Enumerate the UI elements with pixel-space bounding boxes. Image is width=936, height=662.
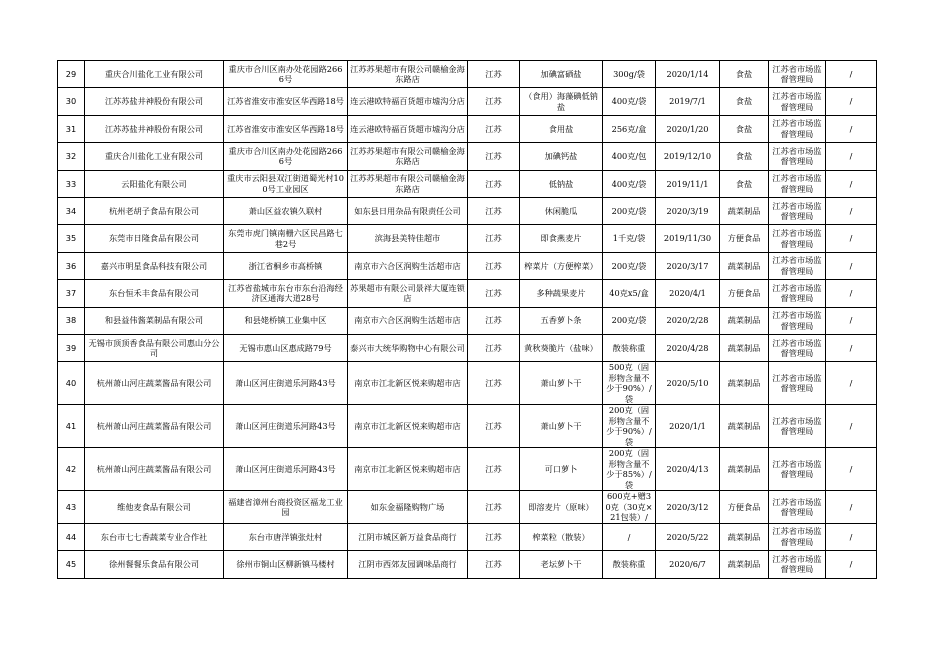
manufacturer-name: 重庆合川盐化工业有限公司 bbox=[85, 61, 224, 88]
remark: / bbox=[826, 491, 877, 524]
row-number: 39 bbox=[58, 334, 85, 361]
remark: / bbox=[826, 143, 877, 170]
food-name: 萧山萝卜干 bbox=[520, 405, 603, 448]
sampled-unit-name: 江苏苏果超市有限公司赣榆金海东路店 bbox=[348, 143, 468, 170]
remark: / bbox=[826, 197, 877, 224]
table-row bbox=[58, 334, 877, 361]
province: 江苏 bbox=[468, 115, 520, 142]
food-category: 食盐 bbox=[720, 88, 769, 115]
issuing-agency: 江苏省市场监督管理局 bbox=[769, 307, 826, 334]
manufacturer-name: 东莞市日隆食品有限公司 bbox=[85, 225, 224, 252]
food-name: 榨菜粒（散装） bbox=[520, 523, 603, 550]
province: 江苏 bbox=[468, 307, 520, 334]
remark: / bbox=[826, 252, 877, 279]
food-name: 低钠盐 bbox=[520, 170, 603, 197]
manufacturer-name: 杭州萧山河庄蔬菜酱品有限公司 bbox=[85, 362, 224, 405]
table-row bbox=[58, 225, 877, 252]
food-category: 蔬菜制品 bbox=[720, 523, 769, 550]
specification: 200克/袋 bbox=[603, 197, 656, 224]
specification: 400克/包 bbox=[603, 143, 656, 170]
manufacturer-address: 浙江省桐乡市高桥镇 bbox=[224, 252, 348, 279]
remark: / bbox=[826, 61, 877, 88]
remark: / bbox=[826, 334, 877, 361]
issuing-agency: 江苏省市场监督管理局 bbox=[769, 523, 826, 550]
production-date: 2020/2/28 bbox=[656, 307, 720, 334]
food-category: 食盐 bbox=[720, 143, 769, 170]
province: 江苏 bbox=[468, 523, 520, 550]
province: 江苏 bbox=[468, 88, 520, 115]
row-number: 35 bbox=[58, 225, 85, 252]
issuing-agency: 江苏省市场监督管理局 bbox=[769, 225, 826, 252]
province: 江苏 bbox=[468, 225, 520, 252]
production-date: 2019/11/1 bbox=[656, 170, 720, 197]
table-row bbox=[58, 307, 877, 334]
issuing-agency: 江苏省市场监督管理局 bbox=[769, 88, 826, 115]
issuing-agency: 江苏省市场监督管理局 bbox=[769, 280, 826, 307]
manufacturer-name: 云阳盐化有限公司 bbox=[85, 170, 224, 197]
food-name: （食用）海藻碘低钠盐 bbox=[520, 88, 603, 115]
province: 江苏 bbox=[468, 362, 520, 405]
manufacturer-name: 重庆合川盐化工业有限公司 bbox=[85, 143, 224, 170]
specification: 500克（固形物含量不少于90%）/袋 bbox=[603, 362, 656, 405]
specification: 400克/袋 bbox=[603, 170, 656, 197]
sampled-unit-name: 南京市六合区润购生活超市店 bbox=[348, 252, 468, 279]
row-number: 45 bbox=[58, 551, 85, 578]
issuing-agency: 江苏省市场监督管理局 bbox=[769, 197, 826, 224]
province: 江苏 bbox=[468, 334, 520, 361]
food-name: 食用盐 bbox=[520, 115, 603, 142]
province: 江苏 bbox=[468, 170, 520, 197]
specification: 200克（固形物含量不少于90%）/袋 bbox=[603, 405, 656, 448]
specification: 200克（固形物含量不少于85%）/袋 bbox=[603, 448, 656, 491]
row-number: 36 bbox=[58, 252, 85, 279]
food-name: 榨菜片（方便榨菜） bbox=[520, 252, 603, 279]
specification: 200克/袋 bbox=[603, 252, 656, 279]
manufacturer-name: 维他麦食品有限公司 bbox=[85, 491, 224, 524]
row-number: 32 bbox=[58, 143, 85, 170]
food-name: 加碘富硒盐 bbox=[520, 61, 603, 88]
table-row bbox=[58, 88, 877, 115]
sampled-unit-name: 南京市江北新区悦来购超市店 bbox=[348, 448, 468, 491]
manufacturer-name: 无锡市顶顶香食品有限公司惠山分公司 bbox=[85, 334, 224, 361]
manufacturer-address: 无锡市惠山区惠成路79号 bbox=[224, 334, 348, 361]
table-row bbox=[58, 170, 877, 197]
manufacturer-name: 徐州餐餐乐食品有限公司 bbox=[85, 551, 224, 578]
sampled-unit-name: 连云港欧特福百货超市墟沟分店 bbox=[348, 115, 468, 142]
row-number: 31 bbox=[58, 115, 85, 142]
manufacturer-address: 萧山区益农镇久联村 bbox=[224, 197, 348, 224]
production-date: 2020/5/22 bbox=[656, 523, 720, 550]
manufacturer-address: 萧山区河庄街道乐河路43号 bbox=[224, 362, 348, 405]
food-name: 即溶麦片（原味） bbox=[520, 491, 603, 524]
table-body bbox=[58, 61, 877, 579]
manufacturer-address: 江苏省淮安市淮安区华西路18号 bbox=[224, 115, 348, 142]
manufacturer-name: 东台恒禾丰食品有限公司 bbox=[85, 280, 224, 307]
row-number: 44 bbox=[58, 523, 85, 550]
production-date: 2020/5/10 bbox=[656, 362, 720, 405]
food-name: 即食燕麦片 bbox=[520, 225, 603, 252]
row-number: 33 bbox=[58, 170, 85, 197]
province: 江苏 bbox=[468, 61, 520, 88]
table-row bbox=[58, 61, 877, 88]
sampled-unit-name: 江阴市西郊友园调味品商行 bbox=[348, 551, 468, 578]
food-name: 萧山萝卜干 bbox=[520, 362, 603, 405]
remark: / bbox=[826, 88, 877, 115]
production-date: 2020/1/14 bbox=[656, 61, 720, 88]
issuing-agency: 江苏省市场监督管理局 bbox=[769, 551, 826, 578]
sampled-unit-name: 南京市江北新区悦来购超市店 bbox=[348, 405, 468, 448]
table-row bbox=[58, 551, 877, 578]
row-number: 29 bbox=[58, 61, 85, 88]
row-number: 34 bbox=[58, 197, 85, 224]
manufacturer-name: 杭州萧山河庄蔬菜酱品有限公司 bbox=[85, 405, 224, 448]
issuing-agency: 江苏省市场监督管理局 bbox=[769, 448, 826, 491]
food-category: 食盐 bbox=[720, 170, 769, 197]
food-name: 老坛萝卜干 bbox=[520, 551, 603, 578]
table-row bbox=[58, 362, 877, 405]
specification: 200克/袋 bbox=[603, 307, 656, 334]
specification: 300g/袋 bbox=[603, 61, 656, 88]
food-name: 多种蔬果麦片 bbox=[520, 280, 603, 307]
row-number: 43 bbox=[58, 491, 85, 524]
remark: / bbox=[826, 448, 877, 491]
specification: 400克/袋 bbox=[603, 88, 656, 115]
manufacturer-name: 和县益伟酱菜制品有限公司 bbox=[85, 307, 224, 334]
table-row bbox=[58, 280, 877, 307]
production-date: 2019/12/10 bbox=[656, 143, 720, 170]
specification: 1千克/袋 bbox=[603, 225, 656, 252]
production-date: 2020/1/1 bbox=[656, 405, 720, 448]
table-row bbox=[58, 143, 877, 170]
issuing-agency: 江苏省市场监督管理局 bbox=[769, 334, 826, 361]
production-date: 2020/4/28 bbox=[656, 334, 720, 361]
province: 江苏 bbox=[468, 143, 520, 170]
production-date: 2020/3/17 bbox=[656, 252, 720, 279]
manufacturer-address: 江苏省淮安市淮安区华西路18号 bbox=[224, 88, 348, 115]
province: 江苏 bbox=[468, 252, 520, 279]
specification: / bbox=[603, 523, 656, 550]
food-category: 食盐 bbox=[720, 115, 769, 142]
food-category: 蔬菜制品 bbox=[720, 448, 769, 491]
manufacturer-address: 重庆市云阳县双江街道蜀光村100号工业园区 bbox=[224, 170, 348, 197]
remark: / bbox=[826, 280, 877, 307]
food-category: 方便食品 bbox=[720, 491, 769, 524]
manufacturer-address: 重庆市合川区南办处花园路2666号 bbox=[224, 61, 348, 88]
production-date: 2019/7/1 bbox=[656, 88, 720, 115]
food-name: 五香萝卜条 bbox=[520, 307, 603, 334]
food-name: 黄秋葵脆片（盐味） bbox=[520, 334, 603, 361]
specification: 散装称重 bbox=[603, 334, 656, 361]
remark: / bbox=[826, 405, 877, 448]
row-number: 37 bbox=[58, 280, 85, 307]
food-category: 蔬菜制品 bbox=[720, 334, 769, 361]
issuing-agency: 江苏省市场监督管理局 bbox=[769, 252, 826, 279]
production-date: 2019/11/30 bbox=[656, 225, 720, 252]
sampled-unit-name: 南京市六合区润购生活超市店 bbox=[348, 307, 468, 334]
remark: / bbox=[826, 551, 877, 578]
manufacturer-address: 萧山区河庄街道乐河路43号 bbox=[224, 405, 348, 448]
issuing-agency: 江苏省市场监督管理局 bbox=[769, 362, 826, 405]
sampled-unit-name: 江苏苏果超市有限公司赣榆金海东路店 bbox=[348, 170, 468, 197]
row-number: 42 bbox=[58, 448, 85, 491]
province: 江苏 bbox=[468, 491, 520, 524]
table-row bbox=[58, 252, 877, 279]
sampled-unit-name: 连云港欧特福百货超市墟沟分店 bbox=[348, 88, 468, 115]
remark: / bbox=[826, 225, 877, 252]
food-category: 方便食品 bbox=[720, 225, 769, 252]
row-number: 40 bbox=[58, 362, 85, 405]
manufacturer-address: 东莞市虎门镇南栅六区民昌路七巷2号 bbox=[224, 225, 348, 252]
issuing-agency: 江苏省市场监督管理局 bbox=[769, 405, 826, 448]
province: 江苏 bbox=[468, 280, 520, 307]
row-number: 30 bbox=[58, 88, 85, 115]
issuing-agency: 江苏省市场监督管理局 bbox=[769, 491, 826, 524]
production-date: 2020/1/20 bbox=[656, 115, 720, 142]
food-category: 蔬菜制品 bbox=[720, 197, 769, 224]
sampled-unit-name: 如东金福隆购物广场 bbox=[348, 491, 468, 524]
food-name: 休闲脆瓜 bbox=[520, 197, 603, 224]
specification: 40克x5/盒 bbox=[603, 280, 656, 307]
manufacturer-address: 福建省漳州台商投资区福龙工业园 bbox=[224, 491, 348, 524]
sampled-unit-name: 苏果超市有限公司景祥大厦连锁店 bbox=[348, 280, 468, 307]
specification: 散装称重 bbox=[603, 551, 656, 578]
specification: 256克/盒 bbox=[603, 115, 656, 142]
food-category: 方便食品 bbox=[720, 280, 769, 307]
specification: 600克+赠30克（30克×21包装）/ bbox=[603, 491, 656, 524]
row-number: 41 bbox=[58, 405, 85, 448]
manufacturer-address: 重庆市合川区南办处花园路2666号 bbox=[224, 143, 348, 170]
province: 江苏 bbox=[468, 448, 520, 491]
production-date: 2020/4/13 bbox=[656, 448, 720, 491]
remark: / bbox=[826, 170, 877, 197]
manufacturer-address: 东台市唐洋镇张灶村 bbox=[224, 523, 348, 550]
sampled-unit-name: 江苏苏果超市有限公司赣榆金海东路店 bbox=[348, 61, 468, 88]
production-date: 2020/4/1 bbox=[656, 280, 720, 307]
manufacturer-name: 东台市七七香蔬菜专业合作社 bbox=[85, 523, 224, 550]
sampled-unit-name: 泰兴市大统华购物中心有限公司 bbox=[348, 334, 468, 361]
food-name: 加碘钙盐 bbox=[520, 143, 603, 170]
manufacturer-name: 嘉兴市明星食品科技有限公司 bbox=[85, 252, 224, 279]
table-row bbox=[58, 491, 877, 524]
row-number: 38 bbox=[58, 307, 85, 334]
remark: / bbox=[826, 523, 877, 550]
province: 江苏 bbox=[468, 405, 520, 448]
table-row bbox=[58, 523, 877, 550]
issuing-agency: 江苏省市场监督管理局 bbox=[769, 170, 826, 197]
issuing-agency: 江苏省市场监督管理局 bbox=[769, 115, 826, 142]
sampled-unit-name: 滨海县美特佳超市 bbox=[348, 225, 468, 252]
table-row bbox=[58, 405, 877, 448]
food-category: 食盐 bbox=[720, 61, 769, 88]
table-row bbox=[58, 448, 877, 491]
remark: / bbox=[826, 115, 877, 142]
sampled-unit-name: 如东县日用杂品有限责任公司 bbox=[348, 197, 468, 224]
manufacturer-name: 杭州老胡子食品有限公司 bbox=[85, 197, 224, 224]
manufacturer-address: 萧山区河庄街道乐河路43号 bbox=[224, 448, 348, 491]
remark: / bbox=[826, 307, 877, 334]
food-category: 蔬菜制品 bbox=[720, 252, 769, 279]
remark: / bbox=[826, 362, 877, 405]
province: 江苏 bbox=[468, 197, 520, 224]
manufacturer-address: 和县姥桥镇工业集中区 bbox=[224, 307, 348, 334]
sampled-unit-name: 江阴市城区新万益食品商行 bbox=[348, 523, 468, 550]
sampled-unit-name: 南京市江北新区悦来购超市店 bbox=[348, 362, 468, 405]
food-name: 可口萝卜 bbox=[520, 448, 603, 491]
production-date: 2020/3/12 bbox=[656, 491, 720, 524]
issuing-agency: 江苏省市场监督管理局 bbox=[769, 143, 826, 170]
manufacturer-address: 江苏省盐城市东台市东台沿海经济区通海大道28号 bbox=[224, 280, 348, 307]
food-category: 蔬菜制品 bbox=[720, 362, 769, 405]
manufacturer-name: 江苏苏盐井神股份有限公司 bbox=[85, 88, 224, 115]
province: 江苏 bbox=[468, 551, 520, 578]
food-category: 蔬菜制品 bbox=[720, 405, 769, 448]
manufacturer-name: 江苏苏盐井神股份有限公司 bbox=[85, 115, 224, 142]
sampling-results-table bbox=[57, 60, 877, 579]
food-category: 蔬菜制品 bbox=[720, 551, 769, 578]
manufacturer-name: 杭州萧山河庄蔬菜酱品有限公司 bbox=[85, 448, 224, 491]
food-category: 蔬菜制品 bbox=[720, 307, 769, 334]
issuing-agency: 江苏省市场监督管理局 bbox=[769, 61, 826, 88]
table-row bbox=[58, 197, 877, 224]
table-row bbox=[58, 115, 877, 142]
production-date: 2020/6/7 bbox=[656, 551, 720, 578]
production-date: 2020/3/19 bbox=[656, 197, 720, 224]
manufacturer-address: 徐州市铜山区柳新镇马楼村 bbox=[224, 551, 348, 578]
